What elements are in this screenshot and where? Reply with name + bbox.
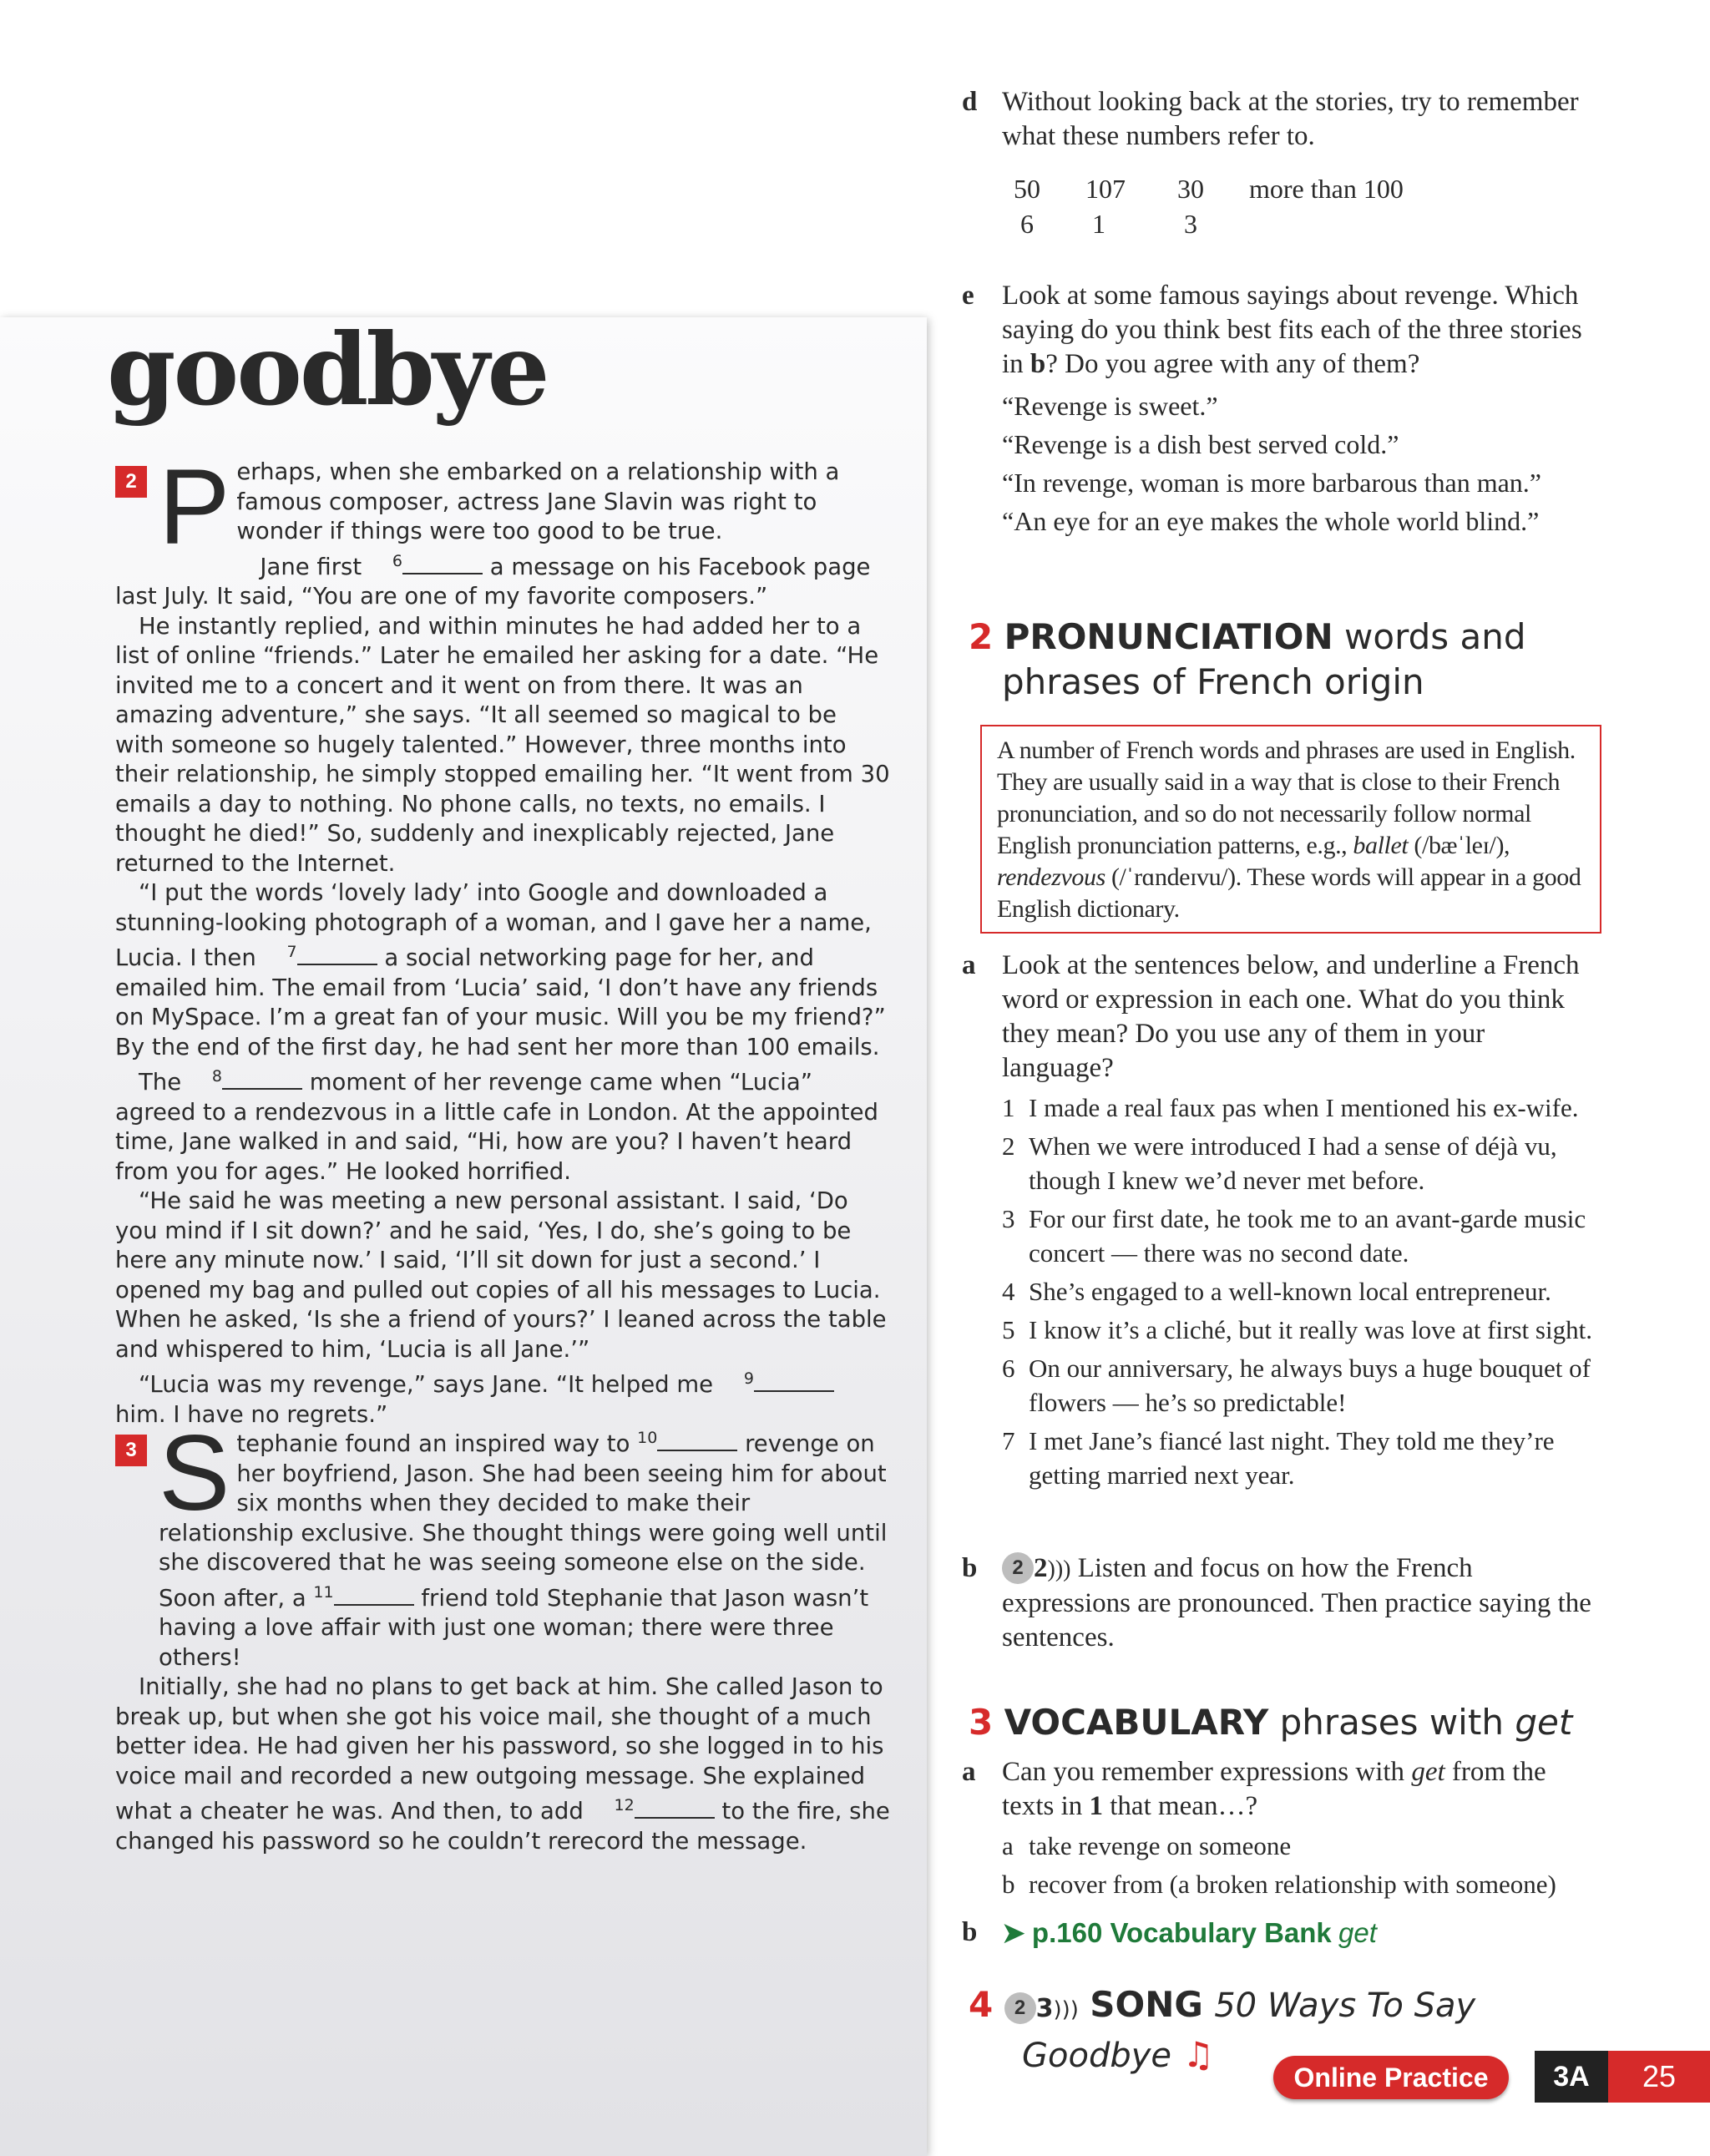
- gap-8[interactable]: 8: [189, 1062, 302, 1098]
- story-2-p2a: Jane first: [260, 553, 362, 580]
- audio-waves-icon: ))): [1047, 1556, 1071, 1582]
- exercise-d-letter: d: [962, 87, 978, 117]
- saying: “Revenge is a dish best served cold.”: [1002, 429, 1399, 459]
- saying: “An eye for an eye makes the whole world blind.”: [1002, 506, 1540, 536]
- page-number: 25: [1608, 2051, 1710, 2103]
- audio-disc-icon[interactable]: 2: [1002, 1552, 1034, 1584]
- number-item: more than 100: [1249, 174, 1404, 204]
- exercise-3b-letter: b: [962, 1917, 978, 1947]
- exercise-e: [962, 279, 1603, 540]
- gap-12[interactable]: 12: [591, 1791, 715, 1827]
- gap-6[interactable]: 6: [369, 547, 483, 583]
- story-2-number: 2: [115, 466, 147, 498]
- story-2-p5b: moment of her revenge came when “Lucia” agreed to a rendezvous in a little cafe in London. At the appointed time, Jane walked in and said, “Hi, how are you? I haven’t heard from you for ages.” He looked horrified.: [115, 1069, 878, 1185]
- vocab-bank-link[interactable]: ➤ p.160 Vocabulary Bank get: [1002, 1917, 1377, 1948]
- exercise-2a-text: Look at the sentences below, and underline a French word or expression in each one. What do you think they mean? Do you use any of them in your language?: [1002, 950, 1580, 1083]
- exercise-2a-letter: a: [962, 950, 976, 980]
- online-practice-button[interactable]: Online Practice: [1273, 2056, 1509, 2099]
- story-2-p4a: “I put the words ‘lovely lady’ into Google and downloaded a stunning-looking photograph of a woman, and I gave her a name, Lucia. I then: [115, 879, 872, 971]
- audio-waves-icon: ))): [1053, 1997, 1079, 2022]
- exercise-2b-letter: b: [962, 1553, 978, 1583]
- sentence-item: 1 I made a real faux pas when I mentioned his ex-wife.: [1002, 1093, 1579, 1122]
- exercise-2a: [962, 949, 1603, 1492]
- saying: “In revenge, woman is more barbarous than man.”: [1002, 468, 1541, 498]
- exercise-e-letter: e: [962, 281, 974, 311]
- number-item: 30: [1177, 174, 1204, 204]
- story-2-p7b: him. I have no regrets.”: [115, 1400, 388, 1428]
- section-2-heading: 2 PRONUNCIATION words and phrases of French origin: [969, 616, 1526, 702]
- sentence-item: 3 For our first date, he took me to an avant-garde music concert — there was no second date.: [1002, 1204, 1586, 1268]
- audio-track-number: 2: [1034, 1553, 1048, 1583]
- story-3-p2b: to the fire, she changed his password so he couldn’t rerecord the message.: [115, 1798, 890, 1855]
- number-item: 50: [1014, 174, 1040, 204]
- story-2-p1: erhaps, when she embarked on a relationship with a famous composer, actress Jane Slavin was right to wonder if things were too good to be true.: [236, 458, 840, 544]
- number-item: 6: [1020, 209, 1034, 239]
- number-item: 3: [1184, 209, 1197, 239]
- story-3-p1b: revenge on her boyfriend, Jason. She had been seeing him for about six months when they decided to make their relationship exclusive. She thought things were going well until she discovered that he was seeing someone else on the side. Soon after, a: [159, 1430, 888, 1612]
- exercise-2b-text: 2 2))) Listen and focus on how the French expressions are pronounced. Then practice saying the sentences.: [1002, 1553, 1591, 1652]
- story-2-p6: “He said he was meeting a new personal assistant. I said, ‘Do you mind if I sit down?’ and he said, ‘Yes, I do, she’s going to be here any minute now.’ I said, ‘I’ll sit down for just a second.’ I opened my bag and pulled out copies of all his messages to Lucia. When he asked, ‘Is she a friend of yours?’ I leaned across the table and whispered to him, ‘Lucia is all Jane.’”: [115, 1187, 887, 1363]
- vocab-list: [1002, 1829, 1603, 1901]
- sentence-item: 7 I met Jane’s fiancé last night. They told me they’re getting married next year.: [1002, 1426, 1555, 1490]
- story-3-p1c: friend told Stephanie that Jason wasn’t having a love affair with just one woman; there were three others!: [159, 1584, 869, 1671]
- sayings-list: [1002, 387, 1603, 540]
- unit-label: 3A: [1535, 2051, 1608, 2103]
- vocab-item: a take revenge on someone: [1002, 1831, 1292, 1860]
- gap-10[interactable]: 10: [637, 1424, 737, 1460]
- music-note-icon: ♫: [1182, 2034, 1215, 2075]
- story-2-p4b: a social networking page for her, and emailed him. The email from ‘Lucia’ said, ‘I don’t have any friends on MySpace. I’m a great fan of your music. Will you be my friend?” By the end of the first day, he had sent her more than 100 emails.: [115, 944, 886, 1060]
- exercise-e-text: Look at some famous sayings about revenge. Which saying do you think best fits each of the three stories in b? Do you agree with any of them?: [1002, 281, 1582, 379]
- exercise-3a-letter: a: [962, 1757, 976, 1787]
- gap-7[interactable]: 7: [264, 938, 377, 974]
- audio-disc-icon[interactable]: 2: [1004, 1992, 1036, 2024]
- number-item: 1: [1092, 209, 1105, 239]
- sentence-item: 5 I know it’s a cliché, but it really was love at first sight.: [1002, 1315, 1592, 1344]
- section-3-heading: 3 VOCABULARY phrases with get: [969, 1702, 1573, 1743]
- sentence-item: 2 When we were introduced I had a sense of déjà vu, though I knew we’d never met before.: [1002, 1131, 1557, 1195]
- sentence-item: 4 She’s engaged to a well-known local entrepreneur.: [1002, 1277, 1551, 1306]
- sentence-list: [1002, 1091, 1603, 1492]
- french-words-infobox: A number of French words and phrases are used in English. They are usually said in a way that is close to their French pronunciation, and so do not necessarily follow normal English pronunciation patterns, e.g., ballet (/bæˈleɪ/), rendezvous (/ˈrɑndeɪvu/). These words will appear in a good English dictionary.: [980, 725, 1601, 934]
- story-3-dropcap: S: [159, 1414, 230, 1533]
- story-2-p3: He instantly replied, and within minutes he had added her to a list of online “friends.” Later he emailed her asking for a date. “He invited me to a concert and it went on from there. It was an amazing adventure,” she says. “It all seemed so magical to be with someone so hugely talented.” However, three months into their relationship, he simply stopped emailing her. “It went from 30 emails a day to nothing. No phone calls, no texts, no emails. I thought he died!” So, suddenly and inexplicably rejected, Jane returned to the Internet.: [115, 612, 890, 877]
- story-3-number: 3: [115, 1435, 147, 1466]
- exercise-d: [962, 85, 1603, 154]
- number-item: 107: [1085, 174, 1126, 204]
- saying: “Revenge is sweet.”: [1002, 391, 1218, 421]
- sentence-item: 6 On our anniversary, he always buys a huge bouquet of flowers — he’s so predictable!: [1002, 1354, 1591, 1417]
- exercise-2b: [962, 1551, 1603, 1655]
- story-3-p1a: tephanie found an inspired way to: [236, 1430, 630, 1457]
- vocab-item: b recover from (a broken relationship with someone): [1002, 1870, 1556, 1899]
- gap-9[interactable]: 9: [721, 1364, 834, 1400]
- story-2-p7a: “Lucia was my revenge,” says Jane. “It helped me: [139, 1371, 714, 1398]
- story-3-p2a: Initially, she had no plans to get back at him. She called Jason to break up, but when she got his voice mail, she thought of a much better idea. He had given her his password, so she logged in to his voice mail and recorded a new outgoing message. She explained what a cheater he was. And then, to add: [115, 1673, 884, 1825]
- story-2-p5a: The: [139, 1069, 182, 1096]
- article-title: goodbye: [107, 311, 548, 428]
- arrow-right-icon: ➤: [1002, 1917, 1025, 1948]
- exercise-3a: a Can you remember expressions with get from the texts in 1 that mean…? a take revenge on someone b recover from (a broken relationship with someone): [969, 1755, 1603, 1901]
- story-2-p2b: a message on his Facebook page last July. It said, “You are one of my favorite composers.”: [115, 553, 871, 610]
- exercise-3b: [962, 1916, 1603, 1951]
- story-2: [115, 448, 892, 1430]
- exercise-d-text: Without looking back at the stories, try to remember what these numbers refer to.: [1002, 87, 1579, 151]
- gap-11[interactable]: 11: [313, 1578, 413, 1614]
- section-4-heading: 4 2 3))) SONG 50 Ways To Say Goodbye ♫: [969, 1984, 1476, 2075]
- story-2-dropcap: P: [159, 448, 230, 567]
